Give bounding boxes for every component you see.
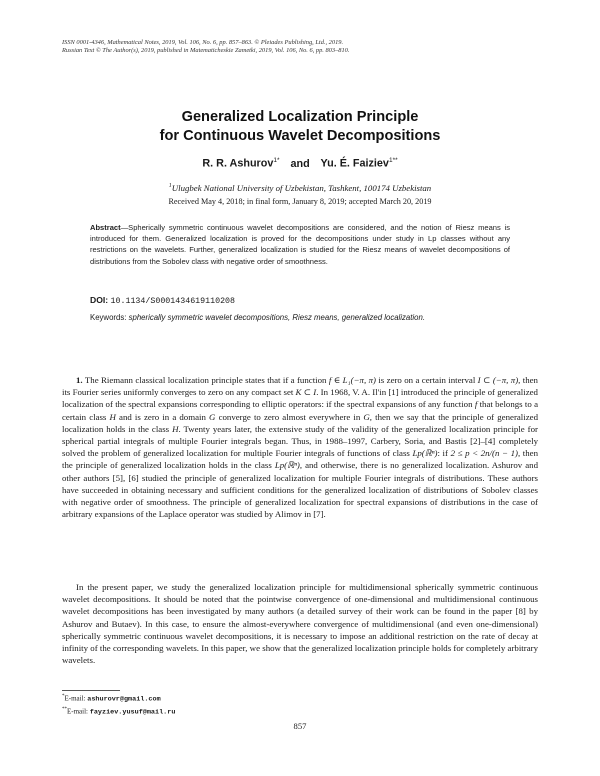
journal-header-line-1: ISSN 0001-4346, Mathematical Notes, 2019, Vol. 106, No. 6, pp. 857–863. © Pleiades Publishing, Ltd., 2019. (62, 39, 344, 46)
p1-math: G (209, 411, 216, 422)
abstract-text: —Spherically symmetric continuous wavelet decompositions are considered, and the notion of Riesz means is introduced for them. Generalized localization is proved for the decompositions under study in Lp classes without any restrictions on the wavelets. Further, generalized localization is studied for the Riesz means of wavelet decompositions of distributions from the Sobolev class with negative order of smoothness. (90, 223, 510, 266)
affiliation-text: Ulugbek National University of Uzbekistan, Tashkent, 100174 Uzbekistan (171, 183, 432, 193)
p1-text: , then its Fourier series uniformly converges to zero on any compact set (62, 375, 538, 398)
p1-math: 2 ≤ p < 2n/(n − 1) (450, 448, 518, 459)
p1-math: H (109, 411, 116, 422)
p1-math: G (363, 411, 370, 422)
author-conjunction: and (290, 157, 310, 170)
doi-label: DOI: (90, 295, 109, 305)
footnotes (62, 692, 175, 717)
p1-math: Lp(ℝⁿ) (274, 460, 300, 471)
footnote-2 (62, 705, 175, 718)
received-dates: Received May 4, 2018; in final form, January 8, 2019; accepted March 20, 2019 (168, 197, 432, 206)
author-1-mark: 1* (273, 157, 280, 164)
p1-text: that belongs to a certain class (62, 399, 539, 422)
p1-text: The Riemann classical localization principle states that if a function (82, 375, 329, 385)
footnote-2-email[interactable]: fayziev.yusuf@mail.ru (89, 708, 176, 717)
p1-text: and is zero in a domain (115, 411, 210, 422)
p1-text: , then the principle of generalized localization holds in the class (62, 448, 538, 471)
author-2-name: Yu. É. Faiziev (320, 157, 389, 170)
keywords-value: spherically symmetric wavelet decompositions, Riesz means, generalized localization. (128, 313, 425, 322)
body-paragraph-1 (62, 374, 538, 520)
journal-header-line-2: Russian Text © The Author(s), 2019, published in Matematicheskie Zametki, 2019, Vol. 106, No. 6, pp. 803–810. (62, 47, 350, 55)
footnote-1-label: E-mail: (64, 694, 88, 703)
footnote-1 (62, 692, 175, 705)
doi (90, 295, 235, 306)
footnote-2-label: E-mail: (67, 707, 90, 716)
journal-header (62, 39, 542, 56)
p1-math: f (474, 399, 478, 410)
abstract-label: Abstract (90, 223, 121, 232)
author-2-mark: 1** (388, 157, 398, 164)
keywords (90, 313, 510, 324)
footnote-1-mark: * (62, 694, 65, 699)
article-title-line-2: for Continuous Wavelet Decompositions (159, 128, 441, 144)
p1-math: K ⊂ I (295, 387, 317, 398)
article-title-line-1: Generalized Localization Principle (181, 109, 419, 125)
author-list (0, 157, 600, 170)
p1-text: . In 1968, V. A. Il'in [1] introduced the principle of generalized localization of the spectral expansions corresponding to elliptic operators: if the spectral expansions of any function (62, 387, 538, 410)
keywords-label: Keywords: (90, 313, 127, 322)
affiliation (0, 183, 600, 193)
doi-link[interactable]: 10.1134/S0001434619110208 (110, 297, 236, 306)
footnote-2-mark: ** (62, 706, 67, 712)
footnote-1-email[interactable]: ashurovr@gmail.com (87, 695, 161, 704)
p1-text: : if (437, 448, 451, 459)
author-1-name: R. R. Ashurov (202, 157, 274, 170)
p1-math: Lp(ℝⁿ) (412, 448, 438, 459)
p1-text: , then we say that the principle of generalized localization holds in the class (62, 411, 538, 434)
abstract (90, 222, 510, 267)
body-paragraph-2: In the present paper, we study the generalized localization principle for multidimensional spherically symmetric continuous wavelet decompositions. It should be noted that the pointwise convergence of one-dimensional and multidimensional continuous wavelet decompositions has been investigated by many authors (a detailed survey of their work can be found in the paper [8] by Ashurov and Butaev). In this case, to ensure the almost-everywhere convergence of multidimensional (and even one-dimensional) spherically symmetric continuous wavelet decompositions, it is necessary to impose an additional restriction on the rate of decay at infinity of the corresponding wavelets. In this paper, we show that the generalized localization principle holds for completely arbitrary wavelets. (62, 582, 538, 666)
affiliation-mark: 1 (168, 183, 172, 190)
p1-math: I ⊂ (−π, π) (477, 375, 519, 385)
section-number: 1. (76, 375, 83, 385)
footnote-divider (62, 690, 120, 691)
p1-math: H (172, 423, 179, 434)
p1-math: f ∈ L₁(−π, π) (328, 375, 376, 385)
p1-text: , and otherwise, there is no generalized localization. Ashurov and other authors [5], [6] studied the principle of generalized localization for multiple Fourier integrals of distributions. These authors have succeeded in obtaining necessary and sufficient conditions for the generalized localization of distributions of Sobolev classes with negative order of smoothness. The principle of generalized localization for spectral expansions of distributions in the case of arbitrary expansions of the Laplace operator was studied by Alimov in [7]. (62, 460, 538, 520)
page-number: 857 (293, 721, 307, 731)
p1-text: . Twenty years later, the extensive study of the validity of the generalized localization principle for spherical partial integrals of multiple Fourier integrals began. Thus, in 1988–1997, Carbery, Soria, and Bastis [2]–[4] completely solved the problem of generalized localization for multiple Fourier integrals of functions of class (62, 423, 538, 459)
p1-text: converge to zero almost everywhere in (215, 411, 364, 422)
p1-text: is zero on a certain interval (375, 375, 478, 385)
